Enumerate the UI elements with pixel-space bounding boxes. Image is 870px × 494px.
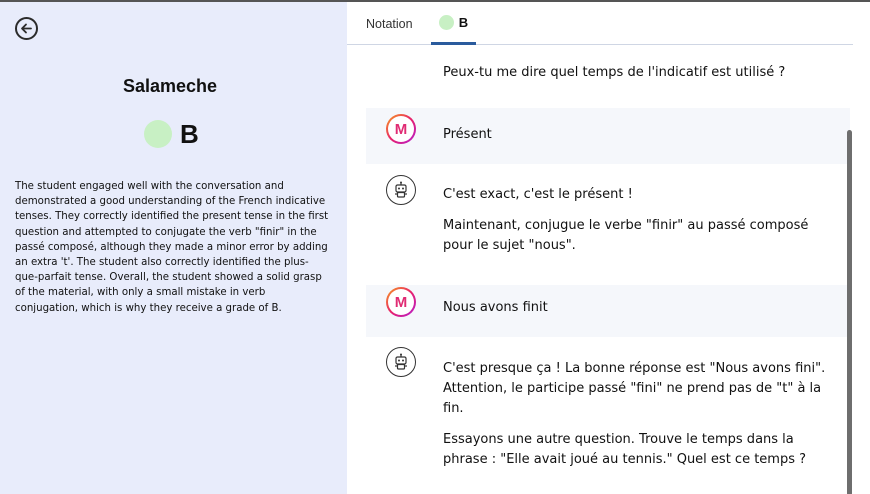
bot-message: [366, 52, 850, 92]
user-message: [366, 108, 850, 164]
grade-display: [144, 118, 199, 150]
robot-icon: [392, 181, 410, 199]
user-message: [366, 285, 850, 337]
scrollbar-thumb[interactable]: [847, 130, 852, 494]
tab-bar: [347, 2, 853, 45]
grade-dot-icon: [439, 15, 454, 30]
m-logo-icon: M: [394, 293, 408, 311]
user-avatar: [386, 114, 416, 144]
student-name: Salameche: [122, 76, 218, 96]
evaluation-summary: The student engaged well with the conversation and demonstrated a good understanding of the French indicative tenses. They correctly identified the present tense in the first question and attempted to conjugate the verb "finir" in the passé composé, although they made a minor error by adding an extra 't'. The student also correctly identified the plus-que-parfait tense. Overall, the student showed a solid grasp of the material, with only a small mistake in verb conjugation, which is why they receive a grade of B.: [15, 181, 329, 314]
tab-grade[interactable]: [431, 2, 476, 45]
grade-dot-icon: [144, 120, 172, 148]
tab-grade-label: B: [458, 14, 469, 30]
arrow-left-icon: [20, 22, 33, 35]
message-text: Maintenant, conjugue le verbe "finir" au passé composé pour le sujet "nous".: [443, 218, 809, 253]
user-avatar: [386, 287, 416, 317]
bot-avatar: [386, 175, 416, 205]
back-button[interactable]: [15, 17, 38, 40]
conversation-panel: [347, 2, 870, 494]
message-text: Essayons une autre question. Trouve le temps dans la phrase : "Elle avait joué au tennis." Quel est ce temps ?: [443, 432, 807, 467]
bot-message: [366, 164, 850, 285]
grade-letter: B: [180, 118, 199, 149]
message-text: C'est exact, c'est le présent !: [443, 187, 633, 202]
message-text: Peux-tu me dire quel temps de l'indicatif est utilisé ?: [443, 65, 786, 80]
bot-avatar: [386, 347, 416, 377]
tab-notation[interactable]: Notation: [366, 16, 413, 31]
robot-icon: [392, 353, 410, 371]
m-logo-icon: M: [394, 120, 408, 138]
message-text: Présent: [443, 127, 492, 142]
message-text: C'est presque ça ! La bonne réponse est "Nous avons fini". Attention, le participe passé "fini" ne prend pas de "t" à la fin.: [443, 361, 826, 416]
student-summary-panel: [0, 2, 347, 494]
message-text: Nous avons finit: [443, 300, 548, 315]
bot-message: [366, 337, 850, 494]
